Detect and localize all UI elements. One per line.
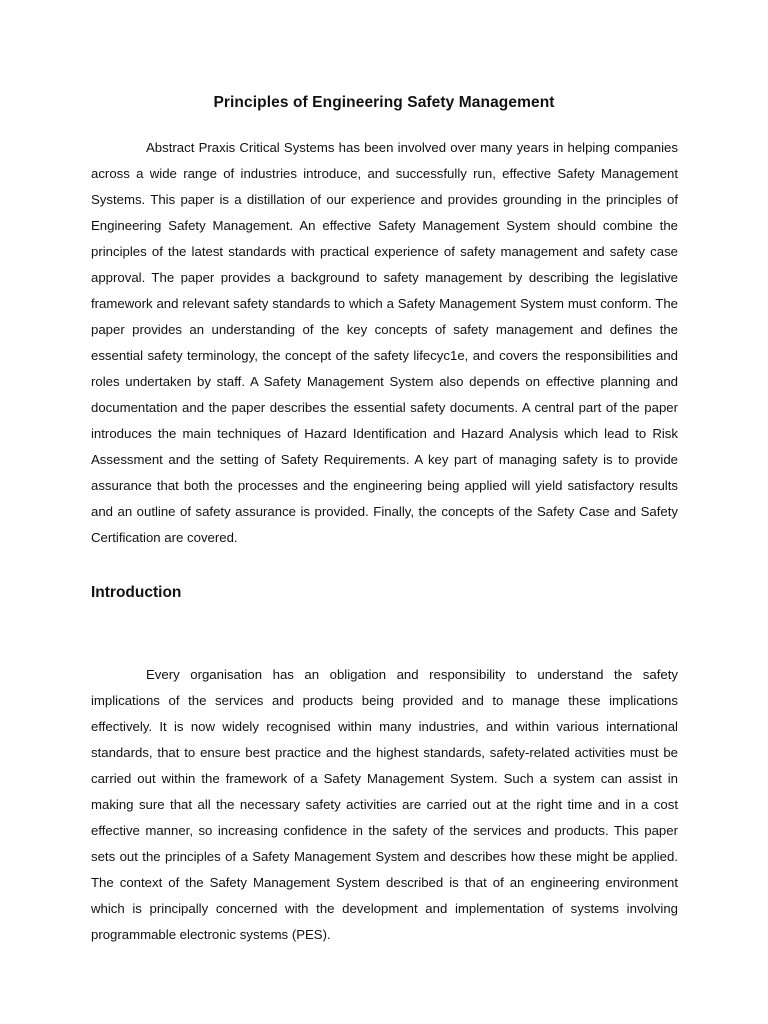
abstract-paragraph: Abstract Praxis Critical Systems has been involved over many years in helping companies across a wide range of industries introduce, and successfully run, effective Safety Management Systems. This paper is a distillation of our experience and provides grounding in the principles of Engineering Safety Management. An effective Safety Management System should combine the principles of the latest standards with practical experience of safety management and safety case approval. The paper provides a background to safety management by describing the legislative framework and relevant safety standards to which a Safety Management System must conform. The paper provides an understanding of the key concepts of safety management and defines the essential safety terminology, the concept of the safety lifecyc1e, and covers the responsibilities and roles undertaken by staff. A Safety Management System also depends on effective planning and documentation and the paper describes the essential safety documents. A central part of the paper introduces the main techniques of Hazard Identification and Hazard Analysis which lead to Risk Assessment and the setting of Safety Requirements. A key part of managing safety is to provide assurance that both the processes and the engineering being applied will yield satisfactory results and an outline of safety assurance is provided. Finally, the concepts of the Safety Case and Safety Certification are covered. — [91, 140, 678, 545]
introduction-paragraph: Every organisation has an obligation and responsibility to understand the safety implications of the services and products being provided and to manage these implications effectively. It is now widely recognised within many industries, and within various international standards, that to ensure best practice and the highest standards, safety-related activities must be carried out within the framework of a Safety Management System. Such a system can assist in making sure that all the necessary safety activities are carried out at the right time and in a cost effective manner, so increasing confidence in the safety of the services and products. This paper sets out the principles of a Safety Management System and describes how these might be applied. The context of the Safety Management System described is that of an engineering environment which is principally concerned with the development and implementation of systems involving programmable electronic systems (PES). — [91, 667, 678, 942]
introduction-heading: Introduction — [91, 584, 182, 601]
page-title: Principles of Engineering Safety Management — [213, 94, 555, 111]
